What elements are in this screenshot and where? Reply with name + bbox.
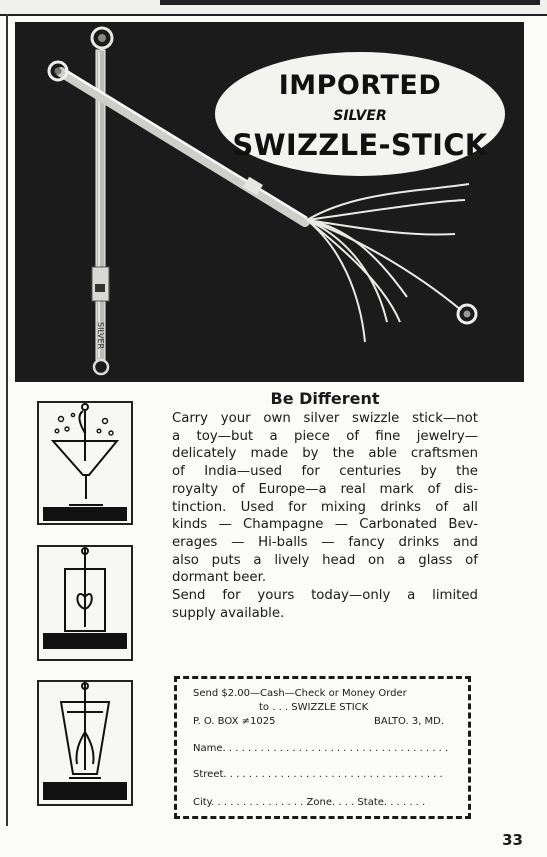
body-line: Send for yours today—only a limited bbox=[172, 588, 478, 604]
body-line: supply available. bbox=[172, 605, 285, 621]
body-line: a toy—but a piece of fine jewelry— bbox=[172, 428, 478, 444]
body-line: of India—used for centuries by the bbox=[172, 464, 478, 480]
section-heading: Be Different bbox=[270, 389, 380, 408]
body-line: Carry your own silver swizzle stick—not bbox=[172, 411, 478, 426]
highball-glass-illustration bbox=[37, 545, 133, 661]
headline-line-3: SWIZZLE-STICK bbox=[232, 128, 488, 162]
body-line: delicately made by the able craftsmen bbox=[172, 446, 478, 462]
order-coupon bbox=[174, 676, 471, 819]
body-line: also puts a lively head on a glass of bbox=[172, 552, 478, 568]
body-line: tinction. Used for mixing drinks of all bbox=[172, 499, 478, 515]
champagne-glass-illustration bbox=[37, 401, 133, 525]
page-number: 33 bbox=[502, 831, 523, 849]
top-rule bbox=[0, 0, 547, 16]
body-line: royalty of Europe—a real mark of dis- bbox=[172, 481, 478, 497]
top-bar bbox=[160, 0, 540, 5]
headline-line-1: IMPORTED bbox=[278, 70, 442, 101]
name-field[interactable]: Name. . . . . . . . . . . . . . . . . . . . . . . . . . . . . . . . . . . . bbox=[193, 743, 449, 754]
city-state-address: BALTO. 3, MD. bbox=[374, 716, 445, 727]
page-frame-line bbox=[6, 14, 8, 826]
hero-photo bbox=[15, 22, 524, 382]
stick-engraving: SILVER bbox=[96, 322, 105, 350]
body-copy bbox=[172, 410, 478, 622]
beer-glass-illustration bbox=[37, 680, 133, 806]
street-field[interactable]: Street. . . . . . . . . . . . . . . . . . . . . . . . . . . . . . . . . . . bbox=[193, 769, 443, 780]
body-line: kinds — Champagne — Carbonated Bev- bbox=[172, 517, 478, 533]
body-line: erages — Hi-balls — fancy drinks and bbox=[172, 534, 478, 550]
headline-line-2: SILVER bbox=[333, 108, 387, 124]
city-zone-state-field[interactable]: City. . . . . . . . . . . . . . . Zone. . . . State. . . . . . . bbox=[193, 797, 426, 808]
order-recipient: to . . . SWIZZLE STICK bbox=[259, 702, 369, 713]
order-instructions: Send $2.00—Cash—Check or Money Order bbox=[193, 688, 407, 699]
po-box: P. O. BOX ≠1025 bbox=[193, 716, 276, 727]
headline-oval bbox=[215, 52, 505, 176]
body-line: dormant beer. bbox=[172, 570, 267, 586]
